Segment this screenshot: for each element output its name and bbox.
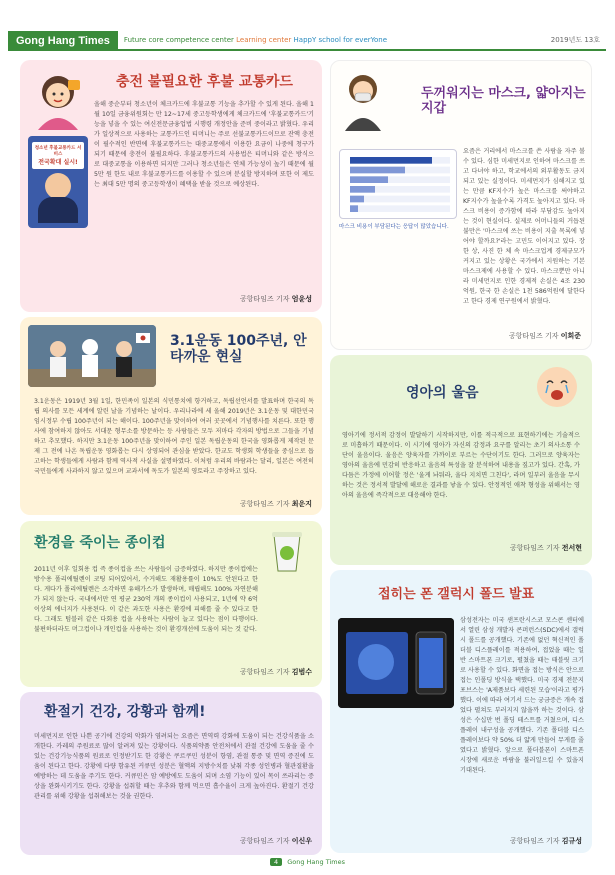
reporter-name: 김범수 bbox=[291, 668, 312, 676]
reporter-name: 이신우 bbox=[291, 837, 312, 845]
page-number: 4 bbox=[270, 858, 282, 866]
article-body: 3.1운동은 1919년 3월 1일, 한민족이 일본의 식민통치에 항거하고, 독립선언서를 발표하며 한국의 독립 의사를 모든 세계에 알린 날을 기념하는 날이다. 우리나라에 세 올해 2019년은 3.1운동 및 대한민국 임시정부 수립 100주년이 되는 해이다. 100주년을 맞이하여 여러 곳곳에서 기념행사를 치른다. 또한 행사에 참여하지 않아도 서대문 형무소를 방문하는 등 사람들은 모두 저마다 각자의 방법으로 그들을 기념하고 추모했다. 하지만 3.1운동 100주년을 맞이하여 주인 일본 독립운동의 한국을 영화롭게 제작된 문제 그 전에 나온 독립운동 영화롭는 다시 상영되어 관심을 받았다. 한교도 학생회 학생들을 중심으로 돕고하는 학생들에게 사람과 함께 역사적 사실을 설명하였다. 이처럼 우리의 바람과는 달리, 일본은 여전히 국민들에게 사과하지 않고 있으며 교과서에 독도가 일본의 영토라고 주장하고 있다. bbox=[34, 398, 314, 475]
article-byline bbox=[510, 836, 582, 846]
byline-prefix: 공항타임즈 기자 bbox=[509, 837, 560, 845]
article-title: 충전 불필요한 후불 교통카드 bbox=[116, 74, 293, 90]
page-footer bbox=[0, 858, 615, 866]
article-march-first bbox=[20, 317, 322, 515]
article-byline bbox=[240, 667, 312, 677]
article-turmeric-health bbox=[20, 692, 322, 855]
footer-name: Gong Hang Times bbox=[287, 858, 346, 866]
reporter-illustration bbox=[28, 68, 88, 130]
tagline-part-3: HappY school for everYone bbox=[293, 36, 387, 44]
article-title: 환경을 죽이는 종이컵 bbox=[34, 535, 166, 551]
byline-prefix: 공항타임즈 기자 bbox=[509, 544, 560, 552]
article-byline bbox=[509, 331, 581, 341]
crying-baby-illustration bbox=[530, 361, 584, 413]
masthead-logo: Gong Hang Times bbox=[8, 31, 118, 51]
article-title: 3.1운동 100주년, 안타까운 현실 bbox=[170, 333, 307, 366]
article-title: 두꺼워지는 마스크, 얇아지는 지갑 bbox=[421, 86, 586, 116]
article-paper-cups bbox=[20, 521, 322, 687]
article-byline bbox=[240, 836, 312, 846]
reporter-name: 엄윤성 bbox=[291, 295, 312, 303]
card-poster-photo bbox=[28, 136, 88, 228]
chart-caption: 마스크 비용이 부담된다는 응답이 많았습니다. bbox=[339, 224, 449, 230]
article-body: 요즘은 거리에서 마스크를 쓴 사람을 자주 볼 수 있다. 심한 미세먼지로 인하여 마스크를 쓰고 다녀야 하고, 학교에서의 외부활동도 금지되고 있는 실정이다. 미세먼지가 심해지고 있는 만큼 KF지수가 높은 마스크를 써야하고 KF지수가 높을수록 가격도 높아지고 있다. 마스크 비용이 증가함에 따라 부담감도 높아지는 것이 현실이다. 실제로 어머니들의 거듭된 불만은 '마스크에 쓰는 비용이 지출 목록에 넣어야 할까요?'라는 고민도 이어지고 있다. 장한 상, 사진 한 체 속 마스크업계 경제규모가 커지고 있는 상황은 국가에서 지원하는 기본 마스크제에 사용할 수 있다. 마스크뿐만 아니라 미세먼지로 인한 경제적 손실은 4조 230억원, 한국 한 손실은 1천 586억원에 달한다고 한다 경제 연구원에서 밝혔다. bbox=[463, 148, 585, 305]
masthead bbox=[8, 30, 606, 52]
article-body: 2011년 이후 일회용 컵 즉 종이컵을 쓰는 사람들이 급증하였다. 하지만 종이컵에는 방수용 폴리에틸렌이 코팅 되어있어서, 수거해도 재활용률이 10%도 안된다고 한다. 게다가 폴리에틸렌은 소각하면 유해가스가 발생하며, 매립해도 100% 자연분해가 되지 않는다. 국내에서만 연 평균 230억 개의 종이컵이 사용되고, 1년에 약 6억 이상의 에너지가 사용된다. 이 같은 과도한 사용은 환경에 피해를 줄 수 있다고 한다. 그래도 텀블러 같은 다회용 컵을 사용하는 사람이 늘고 있다는 점이 다행이다. 불편하더라도 머그컵이나 개인컵을 사용하는 것이 환경개선에 도움이 되는 것 같다. bbox=[34, 566, 258, 633]
paper-cup-illustration bbox=[262, 527, 312, 575]
byline-prefix: 공항타임즈 기자 bbox=[239, 837, 290, 845]
article-infant-crying bbox=[330, 355, 592, 565]
article-body: 올해 중순부터 청소년이 체크카드에 후불교통 기능을 추가할 수 있게 된다. 올해 1월 10일 금융위원회는 만 12~17세 중고등학생에게 체크카드에 '후불교통카드'기능을 넣을 수 있는 여신전문금융업법 시행령 개정안을 준비 중이라고 밝혔다. 우리가 일상적으로 사용하는 교통카드인 티머니는 주로 선불교통카드이므로 잔액 충전이 필수적인 반면에 후불교통카드는 대중교통에서 이용한 요금이 나중에 청구가 되기 때문에 충전이 불필요하다. 후불교통카드의 사용법은 티머니와 같은 방식으로 대중교통을 이용하면 되지만 그러나 청소년들은 연체 가능성이 높기 때문에 월 5만 원 한도 내로 후불교통카드를 이용할 수 있으며 분실할 방지하며 또한 이 제도는 최대 5만 명의 중고등학생이 혜택을 받을 것으로 예상된다. bbox=[94, 101, 314, 188]
article-byline bbox=[240, 294, 312, 304]
tagline-part-1: Future core competence center bbox=[123, 36, 234, 44]
reporter-name: 최운지 bbox=[291, 500, 312, 508]
article-byline bbox=[240, 499, 312, 509]
masthead-bar bbox=[118, 31, 606, 51]
reporter-name: 전서현 bbox=[561, 544, 582, 552]
reporter-name: 이희준 bbox=[560, 332, 581, 340]
byline-prefix: 공항타임즈 기자 bbox=[239, 668, 290, 676]
tagline-part-2: Learning center bbox=[236, 36, 292, 44]
article-byline bbox=[510, 543, 582, 553]
march-first-photo bbox=[28, 325, 156, 387]
article-body: 삼성전자는 미국 샌프란시스코 모스콘 센터에서 열린 삼성 개발자 콘퍼런스(SDC)에서 갤럭시 폴드를 공개했다. 기존에 없던 혁신적인 폴더블 디스플레이를 적용하여, 접었을 때는 일반 스마트폰 크기로, 펼쳤을 때는 태블릿 크기로 사용할 수 있다. 화면을 접는 방식은 안으로 접는 인폴딩 방식을 택했다. 미국 경제 전문지 포브스는 'A제품보다 세련된 모습'이라고 평가했다. 이에 따라 여기서 드는 궁금증은 개속 접었다 펼쳐도 부러지지 않을까 하는 것이다. 삼성은 수십만 번 폴딩 테스트를 거쳤으며, 디스플레이 내구성을 공개했다. 기존 폴더블 디스플레이보다 약 50% 더 얇게 만들어 무게를 줄였다고 밝혔다. 앞으로 폴더블폰이 스마트폰 시장에 새로운 바람을 불러일으킬 수 있을지 기대된다. bbox=[460, 617, 584, 774]
issue-number: 2019년도 13호 bbox=[550, 36, 600, 44]
byline-prefix: 공항타임즈 기자 bbox=[508, 332, 559, 340]
article-title: 환절기 건강, 강황과 함께! bbox=[44, 704, 206, 720]
byline-prefix: 공항타임즈 기자 bbox=[239, 500, 290, 508]
article-title: 접히는 폰 갤럭시 폴드 발표 bbox=[378, 587, 535, 602]
article-masks bbox=[330, 60, 592, 350]
article-galaxy-fold bbox=[330, 570, 592, 853]
article-title: 영아의 울음 bbox=[406, 385, 479, 401]
masthead-tagline bbox=[124, 36, 387, 44]
article-transit-card bbox=[20, 60, 322, 312]
mask-illustration bbox=[339, 69, 387, 131]
article-body: 영아기에 정서적 감정이 발달하기 시작하지만, 이를 적극적으로 표현하기에는 기술적으로 미흡하기 때문이다. 이 시기에 영아가 자신의 감정과 요구를 알리는 초기 의사소통 수단이 울음이다. 울음은 양육자를 가까이로 부르는 수단이기도 한다. 그러므로 양육자는 영아의 울음에 민감히 반응하고 울음의 특성을 잘 분석하여 내용을 짚고가 있다. 간혹, 가다듬은 가정에 이어할 정은 '울게 놔둬라, 울다 지치면 그친다', 라며 일부러 울음을 무시하는 것은 정서적 발달에 해로운 결과를 낳을 수 있다. 안정적인 애착 형성을 위해서는 영아의 울음에 즉각적으로 대응해야 한다. bbox=[342, 432, 580, 499]
reporter-name: 김규성 bbox=[561, 837, 582, 845]
article-body: 미세먼지로 인한 나쁜 공기에 건강의 악화가 염려되는 요즘은 면역력 강화에 도움이 되는 건강식품을 소개한다. 카레의 주원료로 많이 알려져 있는 강황이다. 식품의약품 안전처에서 관절 건강에 도움을 줄 수 있는 건강기능식품의 원료로 인정받기도 한 강황은 쿠르쿠민 성분이 항염, 관절 통증 및 면역 증진에 도움이 된다고 한다. 강황에 다량 함유된 커큐민 성분은 혈액의 지방수치를 낮춰 각종 성인병과 혈관질환을 예방하는 데 도움을 주기도 한다. 커큐민은 암 예방에도 도움이 되며 소염 기능이 있어 목이 쓰라리는 증상을 완화시키기도 한다. 강황을 섭취할 때는 후추와 함께 먹으면 흡수율이 크게 높아진다. 환절기 건강 관리를 위해 강황을 섭취해보는 것을 권한다. bbox=[34, 733, 314, 800]
poster-line-1: 청소년 후불교통카드 서비스 bbox=[34, 146, 82, 157]
byline-prefix: 공항타임즈 기자 bbox=[239, 295, 290, 303]
poster-line-2: 전국확대 실시! bbox=[38, 159, 78, 166]
